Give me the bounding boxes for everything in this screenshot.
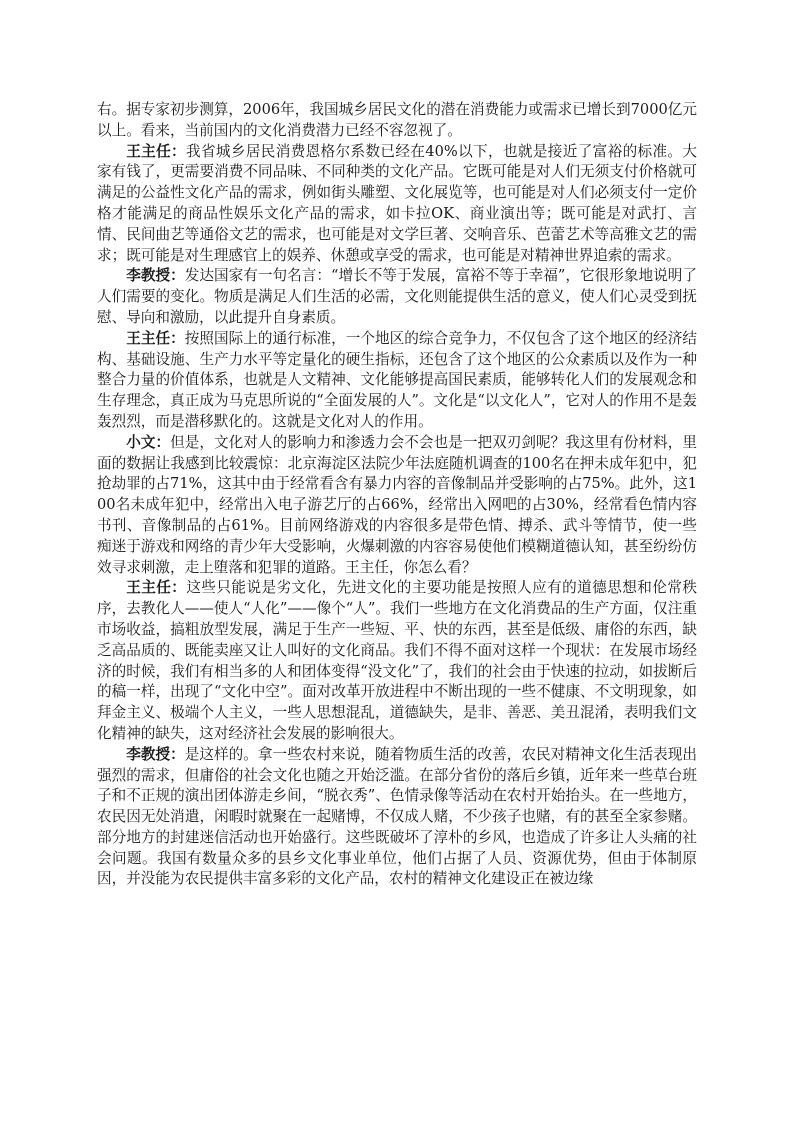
speaker-label: 李教授： bbox=[126, 745, 185, 763]
paragraph bbox=[97, 142, 697, 267]
body-text bbox=[97, 100, 697, 890]
speaker-label: 李教授： bbox=[126, 267, 185, 285]
paragraph-text: 是这样的。拿一些农村来说，随着物质生活的改善，农民对精神文化生活表现出强烈的需求，但庸俗的社会文化也随之开始泛滥。在部分省份的落后乡镇，近年来一些草台班子和不正规的演出团体游走乡间，“脱衣秀”、色情录像等活动在农村开始抬头。在一些地方，农民因无处消遣，闲暇时就聚在一起赌博，不仅成人赌，不少孩子也赌，有的甚至全家参赌。部分地方的封建迷信活动也开始盛行。这些既破坏了淳朴的乡风，也造成了许多让人头痛的社会问题。我国有数量众多的县乡文化事业单位，他们占据了人员、资源优势，但由于体制原因，并没能为农民提供丰富多彩的文化产品，农村的精神文化建设正在被边缘 bbox=[97, 745, 697, 888]
paragraph-text: 发达国家有一句名言：“增长不等于发展，富裕不等于幸福”，它很形象地说明了人们需要的变化。物质是满足人们生活的必需，文化则能提供生活的意义，使人们心灵受到抚慰、导向和激励，以此提升自身素质。 bbox=[97, 267, 697, 326]
paragraph bbox=[97, 100, 697, 142]
paragraph bbox=[97, 329, 697, 433]
paragraph bbox=[97, 433, 697, 579]
paragraph-text: 我省城乡居民消费恩格尔系数已经在40%以下，也就是接近了富裕的标准。大家有钱了，更需要消费不同品味、不同种类的文化产品。它既可能是对人们无须支付价格就可满足的公益性文化产品的需求，例如街头雕塑、文化展览等，也可能是对人们必须支付一定价格才能满足的商品性娱乐文化产品的需求，如卡拉OK、商业演出等；既可能是对武打、言情、民间曲艺等通俗文艺的需求，也可能是对文学巨著、交响音乐、芭蕾艺术等高雅文艺的需求；既可能是对生理感官上的娱养、休憩或享受的需求，也可能是对精神世界追索的需求。 bbox=[97, 142, 697, 264]
paragraph-text: 这些只能说是劣文化，先进文化的主要功能是按照人应有的道德思想和伦常秩序，去教化人——使人“人化”——像个“人”。我们一些地方在文化消费品的生产方面，仅注重市场收益，搞粗放型发展，满足于生产一些短、平、快的东西，甚至是低级、庸俗的东西，缺乏高品质的、既能卖座又让人叫好的文化商品。我们不得不面对这样一个现状：在发展市场经济的时候，我们有相当多的人和团体变得“没文化”了，我们的社会由于快速的拉动，如拔断后的稿一样，出现了“文化中空”。面对改革开放进程中不断出现的一些不健康、不文明现象，如拜金主义、极端个人主义，一些人思想混乱，道德缺失，是非、善恶、美丑混淆，表明我们文化精神的缺失，这对经济社会发展的影响很大。 bbox=[97, 579, 697, 742]
speaker-label: 王主任： bbox=[126, 579, 187, 597]
speaker-label: 王主任： bbox=[126, 142, 187, 160]
paragraph-text: 右。据专家初步测算，2006年，我国城乡居民文化的潜在消费能力或需求已增长到7000亿元以上。看来，当前国内的文化消费潜力已经不容忽视了。 bbox=[97, 101, 697, 139]
speaker-label: 小文： bbox=[126, 433, 171, 451]
paragraph bbox=[97, 745, 697, 891]
paragraph-text: 按照国际上的通行标准，一个地区的综合竞争力，不仅包含了这个地区的经济结构、基础设施、生产力水平等定量化的硬生指标，还包含了这个地区的公众素质以及作为一种整合力量的价值体系，也就是人文精神、文化能够提高国民素质，能够转化人们的发展观念和生存理念，真正成为马克思所说的“全面发展的人”。文化是“以文化人”，它对人的作用不是轰轰烈烈，而是潜移默化的。这就是文化对人的作用。 bbox=[97, 329, 697, 430]
paragraph bbox=[97, 578, 697, 744]
paragraph-text: 但是，文化对人的影响力和渗透力会不会也是一把双刃剑呢？我这里有份材料，里面的数据让我感到比较震惊：北京海淀区法院少年法庭随机调查的100名在押未成年犯中，犯抢劫罪的占71%，这其中由于经常看含有暴力内容的音像制品并受影响的占75%。此外，这100名未成年犯中，经常出入电子游艺厅的占66%，经常出入网吧的占30%，经常看色情内容书刊、音像制品的占61%。目前网络游戏的内容很多是带色情、搏杀、武斗等情节，使一些痴迷于游戏和网络的青少年大受影响，火爆刺激的内容容易使他们模糊道德认知，甚至纷纷仿效寻求刺激，走上堕落和犯罪的道路。王主任，你怎么看？ bbox=[97, 433, 697, 576]
speaker-label: 王主任： bbox=[126, 329, 185, 347]
paragraph bbox=[97, 266, 697, 328]
